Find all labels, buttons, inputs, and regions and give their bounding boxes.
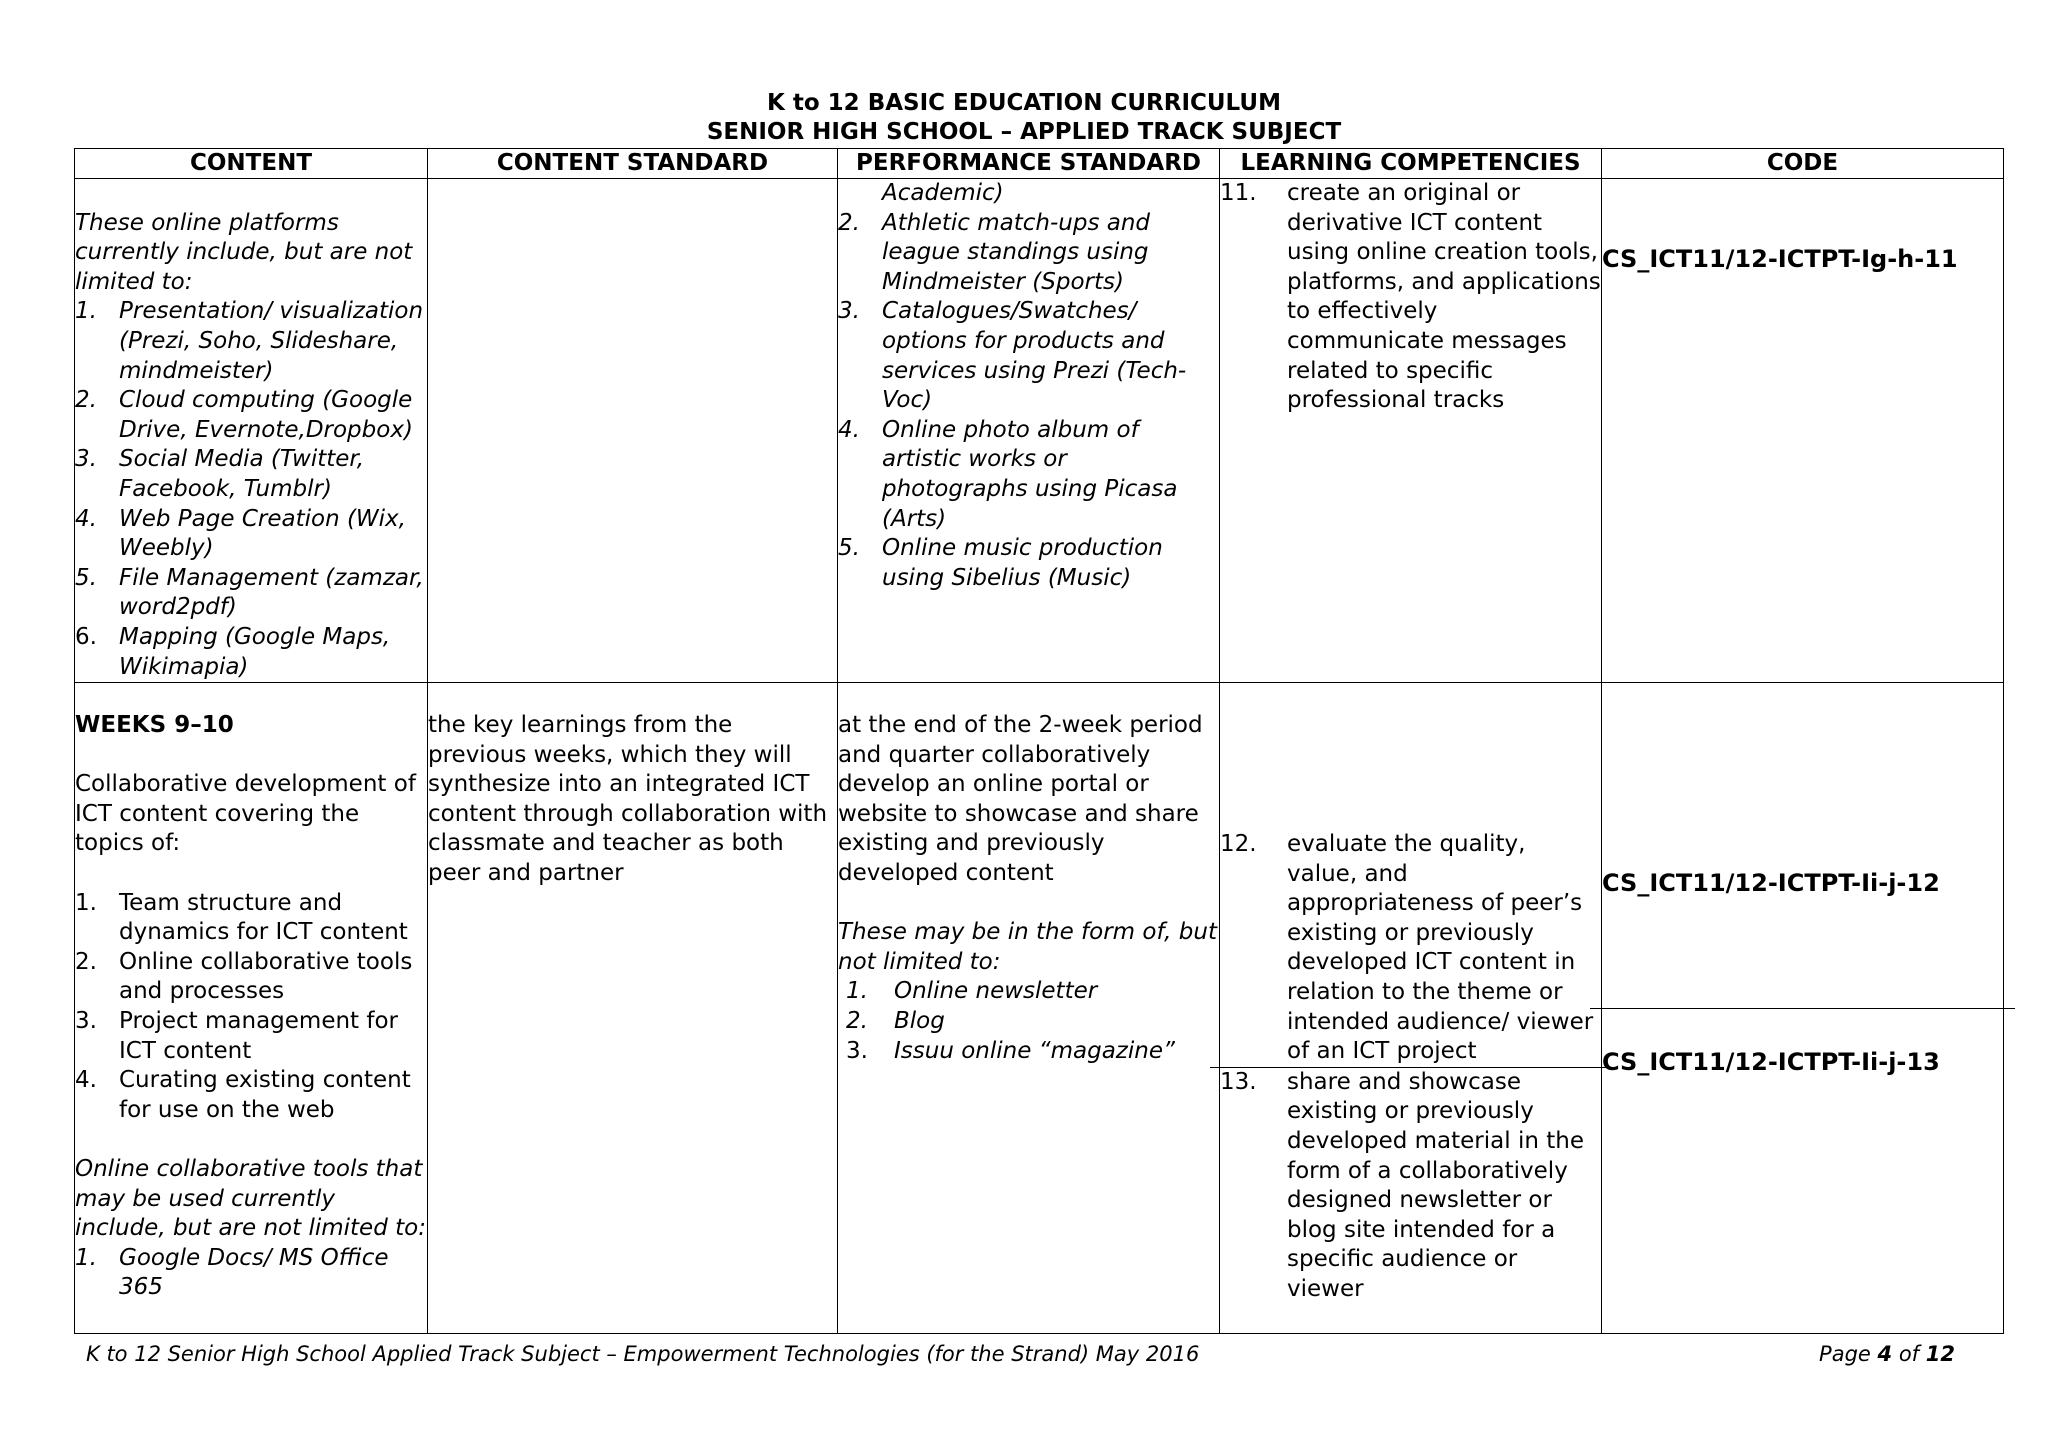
curriculum-table — [74, 148, 2004, 1334]
list-item: 5. File Management (zamzar, word2pdf) — [75, 564, 424, 621]
competency-code: CS_ICT11/12-ICTPT-Ig-h-11 — [1602, 245, 1958, 273]
footer-page-number: Page 4 of 12 — [1819, 1342, 1955, 1366]
content-intro: Collaborative development of ICT content covering the topics of: — [75, 771, 416, 857]
list-item: 1. Presentation/ visualization (Prezi, Soho, Slideshare, mindmeister) — [75, 298, 424, 384]
list-item: 4. Web Page Creation (Wix, Weebly) — [75, 505, 406, 562]
performance-standard-cell — [838, 179, 1220, 683]
list-item: 1. Google Docs/ MS Office 365 — [75, 1244, 389, 1301]
list-item: 2. Athletic match-ups and league standings using Mindmeister (Sports) — [838, 209, 1151, 295]
column-header-learning-competencies: LEARNING COMPETENCIES — [1220, 149, 1602, 179]
code-cell — [1602, 179, 2004, 683]
table-row — [75, 179, 2004, 683]
performance-standard-cell — [838, 683, 1220, 1334]
topics-list — [75, 889, 427, 1126]
list-item: 3. Social Media (Twitter, Facebook, Tumblr) — [75, 446, 365, 502]
forms-intro: These may be in the form of, but not limited to: — [838, 919, 1217, 975]
weeks-label: WEEKS 9–10 — [75, 712, 234, 739]
list-item: 6. Mapping (Google Maps, Wikimapia) — [75, 623, 391, 680]
competency-code: CS_ICT11/12-ICTPT-Ii-j-12 — [1602, 869, 1940, 898]
competency-item: 12. evaluate the quality, value, and appropriateness of peer’s existing or previously developed ICT content in relation to the theme or intended audience/ viewer of an ICT project — [1220, 831, 1594, 1065]
learning-competency-cell — [1220, 683, 1602, 1334]
content-standard-cell — [428, 683, 838, 1334]
list-item: 4. Curating existing content for use on the web — [75, 1067, 411, 1123]
competency-code: CS_ICT11/12-ICTPT-Ii-j-13 — [1602, 1047, 1940, 1076]
competency-item: 13. share and showcase existing or previously developed material in the form of a collaboratively designed newsletter or blog site intended for a specific audience or viewer — [1220, 1068, 1584, 1302]
footer-document-info: K to 12 Senior High School Applied Track Subject – Empowerment Technologies (for the Strand) May 2016 — [86, 1342, 1200, 1366]
learning-competency-cell — [1220, 179, 1602, 683]
document-title: K to 12 BASIC EDUCATION CURRICULUM — [767, 90, 1281, 116]
list-item: 2. Cloud computing (Google Drive, Evernote,Dropbox) — [75, 387, 413, 443]
tools-list — [75, 1244, 427, 1303]
platforms-list — [75, 297, 427, 682]
table-header-row — [75, 149, 2004, 179]
tools-intro: Online collaborative tools that may be used currently include, but are not limited to: — [75, 1156, 426, 1242]
performance-examples-list — [838, 179, 1219, 593]
list-item: 3. Catalogues/Swatches/ options for products and services using Prezi (Tech-Voc) — [838, 298, 1187, 414]
column-header-code: CODE — [1602, 149, 2004, 179]
list-item: 4. Online photo album of artistic works or photographs using Picasa (Arts) — [838, 416, 1178, 532]
performance-standard-text: at the end of the 2-week period and quarter collaboratively develop an online portal or website to showcase and share existing and previously developed content — [838, 712, 1203, 887]
content-standard-cell — [428, 179, 838, 683]
list-item: 2. Online collaborative tools and processes — [75, 948, 413, 1005]
table-row — [75, 683, 2004, 1334]
content-cell — [75, 683, 428, 1334]
code-cell — [1602, 683, 2004, 1334]
column-header-content-standard: CONTENT STANDARD — [428, 149, 838, 179]
content-standard-text: the key learnings from the previous weeks, which they will synthesize into an integrated ICT content through collaboration with classmate and teacher as both peer and partner — [428, 712, 828, 887]
list-item: 1. Team structure and dynamics for ICT content — [75, 889, 408, 946]
column-header-content: CONTENT — [75, 149, 428, 179]
content-cell — [75, 179, 428, 683]
column-header-performance-standard: PERFORMANCE STANDARD — [838, 149, 1220, 179]
list-item: Academic) — [882, 180, 1004, 206]
list-item: 1. Online newsletter — [846, 978, 1098, 1005]
competency-item: 11. create an original or derivative ICT content using online creation tools, platforms, and applications to effectively communicate messages related to specific professional tracks — [1220, 180, 1601, 414]
platforms-intro: These online platforms currently include, but are not limited to: — [75, 209, 413, 295]
list-item: 3. Project management for ICT content — [75, 1008, 399, 1064]
list-item: 5. Online music production using Sibelius (Music) — [838, 535, 1163, 591]
document-subtitle: SENIOR HIGH SCHOOL – APPLIED TRACK SUBJECT — [706, 119, 1342, 145]
list-item: 2. Blog — [846, 1008, 945, 1035]
list-item: 3. Issuu online “magazine” — [846, 1037, 1175, 1064]
forms-list — [838, 977, 1219, 1066]
